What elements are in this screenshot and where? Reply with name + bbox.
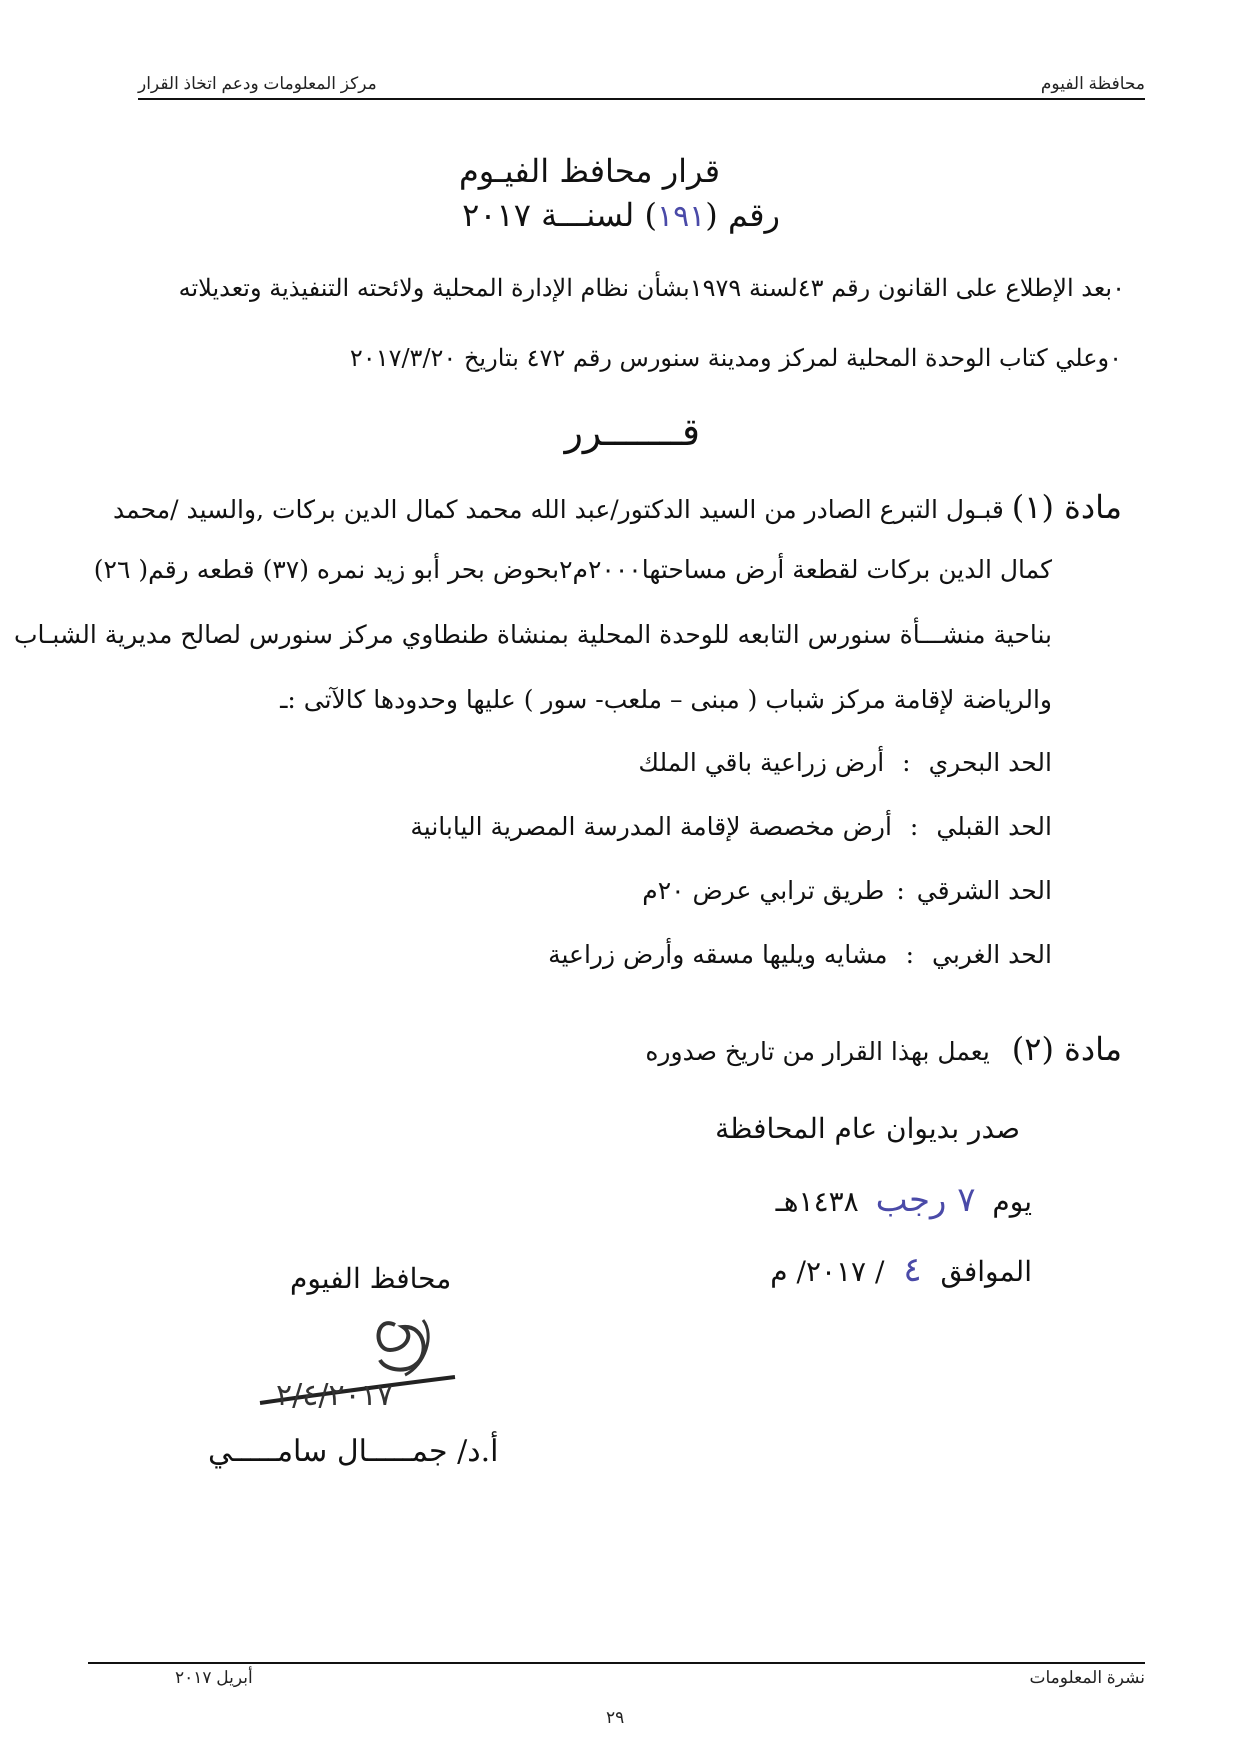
border-east-desc: طريق ترابي عرض ٢٠م bbox=[642, 876, 885, 905]
handwritten-day-greg: ٤ bbox=[903, 1250, 922, 1290]
border-north: الحد البحري:أرض زراعية باقي الملك bbox=[638, 748, 1052, 777]
article1-label: مادة (١) bbox=[1011, 488, 1122, 526]
border-west: الحد الغربي:مشايه ويليها مسقه وأرض زراعية bbox=[548, 940, 1052, 969]
border-east: الحد الشرقي:طريق ترابي عرض ٢٠م bbox=[642, 876, 1052, 905]
border-south-name: الحد القبلي bbox=[936, 812, 1052, 841]
signature-title: محافظ الفيوم bbox=[290, 1262, 452, 1295]
decided-heading: قـــــــرر bbox=[564, 410, 700, 454]
greg-rest: / ٢٠١٧/ م bbox=[770, 1255, 885, 1288]
border-east-name: الحد الشرقي bbox=[916, 876, 1052, 905]
border-north-desc: أرض زراعية باقي الملك bbox=[638, 748, 885, 777]
preamble-line-2: ٠وعلي كتاب الوحدة المحلية لمركز ومدينة سنورس رقم ٤٧٢ بتاريخ ٢٠١٧/٣/٢٠ bbox=[349, 344, 1122, 372]
article1-line-2: كمال الدين بركات لقطعة أرض مساحتها٢٠٠٠م٢بحوض بحر أبو زيد نمره (٣٧) قطعه رقم( ٢٦) bbox=[93, 555, 1052, 584]
article1-line-3: بناحية منشـــأة سنورس التابعه للوحدة المحلية بمنشاة طنطاوي مركز سنورس لصالح مديرية الشبـاب bbox=[13, 620, 1052, 649]
header-right: محافظة الفيوم bbox=[1040, 74, 1145, 93]
decision-title: قرار محافظ الفيـوم bbox=[458, 152, 720, 190]
corresponding-label: الموافق bbox=[940, 1255, 1032, 1288]
handwritten-number: ١٩١ bbox=[656, 199, 706, 234]
article2 bbox=[645, 1030, 1122, 1068]
gregorian-date-line bbox=[770, 1250, 1032, 1290]
handwritten-day: ٧ رجب bbox=[875, 1180, 976, 1220]
handwritten-signature-date: ٢/٤/٢٠١٧ bbox=[276, 1378, 393, 1413]
signatory-name: أ.د/ جمـــــال سامـــــي bbox=[208, 1434, 499, 1469]
article2-label: مادة (٢) bbox=[1011, 1030, 1122, 1068]
footer-rule bbox=[88, 1662, 1145, 1664]
article1-line-4: والرياضة لإقامة مركز شباب ( مبنى – ملعب- سور ) عليها وحدودها كالآتى :ـ bbox=[280, 685, 1052, 714]
border-south: الحد القبلي:أرض مخصصة لإقامة المدرسة المصرية اليابانية bbox=[410, 812, 1052, 841]
footer-right: نشرة المعلومات bbox=[1029, 1668, 1145, 1687]
day-label: يوم bbox=[992, 1185, 1032, 1218]
border-west-desc: مشايه ويليها مسقه وأرض زراعية bbox=[548, 940, 888, 969]
page-number: ٢٩ bbox=[606, 1708, 625, 1727]
hijri-year: ١٤٣٨هـ bbox=[775, 1185, 859, 1218]
border-south-desc: أرض مخصصة لإقامة المدرسة المصرية اليابانية bbox=[410, 812, 892, 841]
decision-number-line bbox=[462, 196, 780, 234]
header-left: مركز المعلومات ودعم اتخاذ القرار bbox=[138, 74, 377, 93]
footer-left: أبريل ٢٠١٧ bbox=[175, 1668, 253, 1687]
header-rule bbox=[138, 98, 1145, 100]
border-west-name: الحد الغربي bbox=[932, 940, 1052, 969]
preamble-line-1: ٠بعد الإطلاع على القانون رقم ٤٣لسنة ١٩٧٩بشأن نظام الإدارة المحلية ولائحته التنفيذية وتعديلاته bbox=[178, 274, 1125, 302]
issued-line: صدر بديوان عام المحافظة bbox=[715, 1112, 1020, 1145]
border-north-name: الحد البحري bbox=[928, 748, 1052, 777]
article1-text-1: قبـول التبرع الصادر من السيد الدكتور/عبد الله محمد كمال الدين بركات ,والسيد /محمد bbox=[113, 495, 1004, 524]
article1-line-1 bbox=[113, 488, 1122, 526]
article2-text: يعمل بهذا القرار من تاريخ صدوره bbox=[645, 1037, 990, 1066]
hijri-date-line bbox=[776, 1180, 1032, 1220]
number-prefix: رقم ( bbox=[705, 196, 780, 234]
year-suffix: ) لسنـــة ٢٠١٧ bbox=[462, 196, 657, 234]
